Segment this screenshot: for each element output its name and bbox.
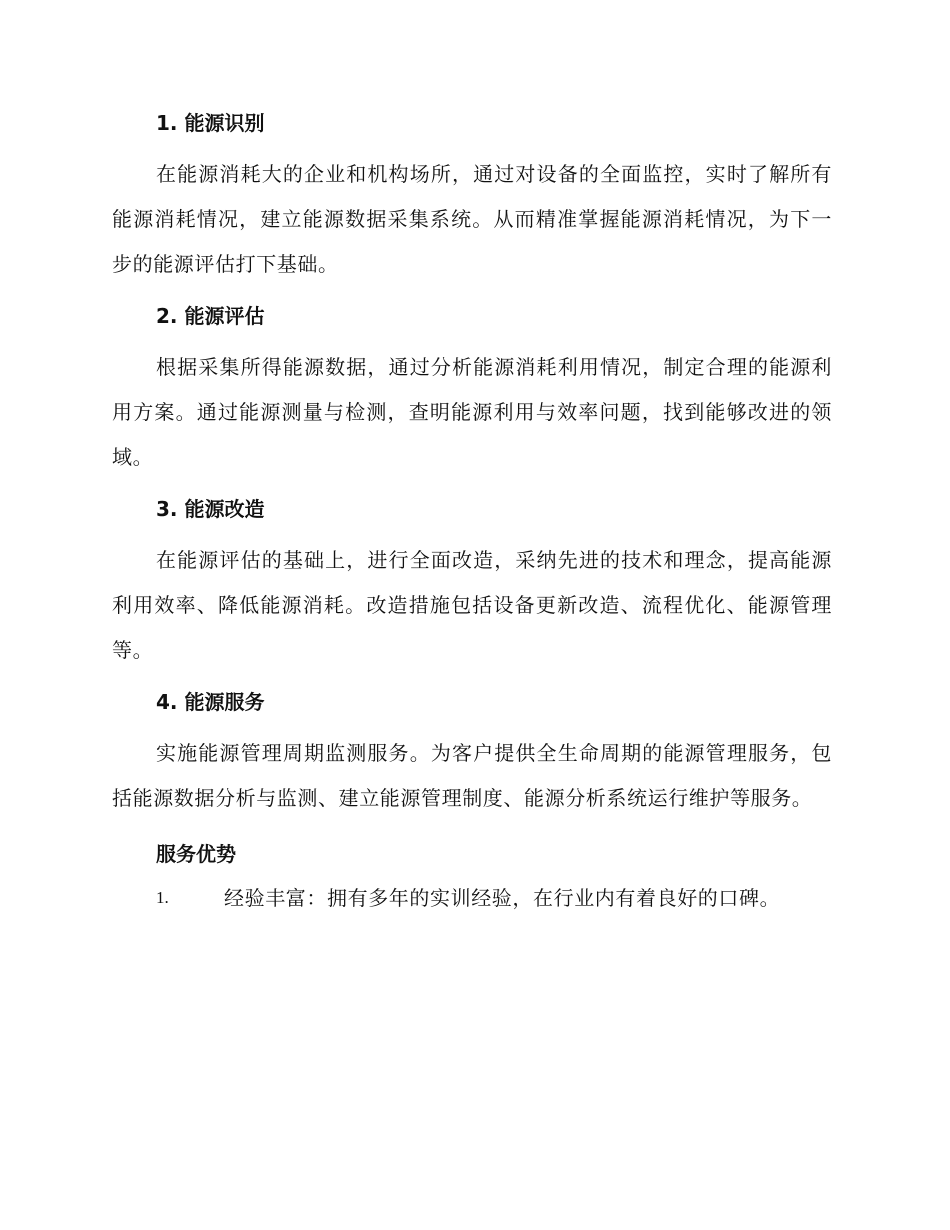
- section-energy-service: [112, 687, 832, 821]
- section-heading: 2. 能源评估: [156, 304, 265, 328]
- section-energy-retrofit: [112, 494, 832, 673]
- document-page: [112, 108, 832, 913]
- section-heading: 1. 能源识别: [156, 111, 265, 135]
- list-number: 1.: [156, 888, 169, 907]
- section-heading: 4. 能源服务: [156, 690, 265, 714]
- section-paragraph: 在能源评估的基础上，进行全面改造，采纳先进的技术和理念，提高能源利用效率、降低能源消耗。改造措施包括设备更新改造、流程优化、能源管理等。: [112, 548, 832, 662]
- list-text: 经验丰富：拥有多年的实训经验，在行业内有着良好的口碑。: [224, 886, 781, 910]
- list-item: [112, 883, 832, 913]
- section-heading: 3. 能源改造: [156, 497, 265, 521]
- section-energy-identification: [112, 108, 832, 287]
- section-paragraph: 根据采集所得能源数据，通过分析能源消耗利用情况，制定合理的能源利用方案。通过能源测量与检测，查明能源利用与效率问题，找到能够改进的领域。: [112, 355, 832, 469]
- section-heading: 服务优势: [156, 842, 236, 866]
- section-paragraph: 在能源消耗大的企业和机构场所，通过对设备的全面监控，实时了解所有能源消耗情况，建立能源数据采集系统。从而精准掌握能源消耗情况，为下一步的能源评估打下基础。: [112, 162, 832, 276]
- section-paragraph: 实施能源管理周期监测服务。为客户提供全生命周期的能源管理服务，包括能源数据分析与监测、建立能源管理制度、能源分析系统运行维护等服务。: [112, 741, 832, 810]
- section-energy-assessment: [112, 301, 832, 480]
- section-service-advantages: [112, 839, 832, 913]
